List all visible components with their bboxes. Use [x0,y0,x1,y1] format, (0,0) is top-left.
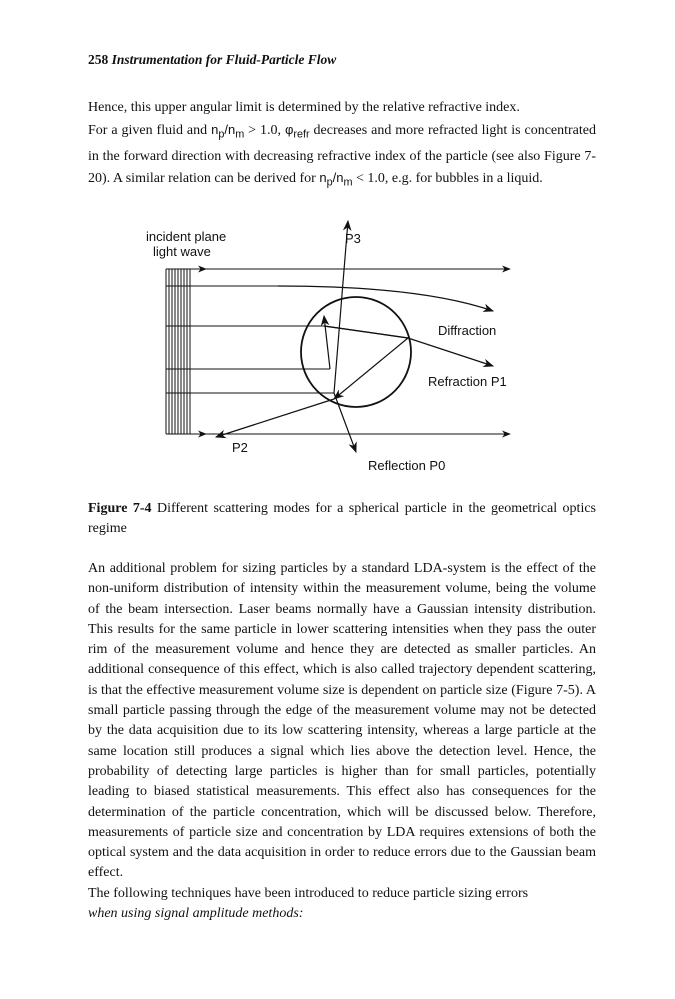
math-slash: / [224,121,228,137]
math-nm: n [336,170,344,186]
label-p2: P2 [232,440,248,455]
math-np-sub: p [218,128,225,141]
paragraph-closing: when using signal amplitude methods: [88,906,304,922]
paragraph-following: The following techniques have been introduced to reduce particle sizing errors [88,885,529,901]
text-fragment: decreases and more refracted light is concentrated in the forward direction with decreasing refractive index of the particle (see also Figure 7-20). A similar relation can be derived for [88,122,597,187]
math-nm-sub: m [343,176,353,189]
label-diffraction: Diffraction [438,323,497,338]
math-phi-sub: refr [293,128,310,141]
text-fragment: For a given fluid and [88,122,212,138]
label-p3: P3 [345,231,361,246]
math-nm: n [227,121,236,137]
math-phi [284,121,310,141]
paragraph-line-1: Hence, this upper angular limit is determined by the relative refractive index. [88,100,520,115]
text-fragment: < 1.0, e.g. for bubbles in a liquid. [352,171,543,187]
math-np-sub: p [326,176,333,189]
internal-ray-1 [324,316,330,369]
running-header [88,52,336,68]
label-reflection: Reflection P0 [368,458,446,473]
text-fragment: > 1.0, [244,122,285,138]
diffraction-path [278,286,493,311]
running-title: Instrumentation for Fluid-Particle Flow [111,52,337,67]
math-np: n [211,121,219,137]
math-np: n [319,170,327,186]
label-refraction: Refraction P1 [428,374,507,389]
paragraph-line-2 [88,119,596,195]
incident-wave-lines [166,269,190,434]
particle-circle [301,297,411,407]
paragraph-body: An additional problem for sizing particles by a standard LDA-system is the effect of the non-uniform distribution of intensity within the measurement volume, being the volume of the beam intersection. Laser beams normally have a Gaussian intensity distribution. This results for the same particle in lower scattering intensities when they pass the outer rim of the measurement volume and hence they are detected as smaller particles. An additional consequence of this effect, which is also called trajectory dependent scattering, is that the effective measurement volume size is dependent on particle size (Figure 7-5). A small particle passing through the edge of the measurement volume may not be detected by the data acquisition due to its low scattering intensity, whereas a large particle at the same location still produces a signal which lies above the detection level. Hence, the probability of detecting large particles is higher than for small particles, potentially leading to biased statistical measurements. This effect also has consequences for the determination of the particle concentration, which will be discussed below. Therefore, measurements of particle size and concentration by LDA requires extensions of both the optical system and the data acquisition in order to reduce errors due to the Gaussian beam effect. [88,561,596,881]
reflection-path [334,393,356,452]
math-np-nm [211,121,245,141]
scattering-diagram [88,212,608,487]
p2-ray [216,399,334,437]
paragraph-refractive-index [88,97,596,194]
p3-ray [334,221,348,393]
math-slash: / [332,170,337,186]
caption-label: Figure 7-4 [88,501,152,516]
math-phi-symbol: φ [284,121,294,137]
label-incident-plane: incident plane [146,229,227,244]
figure-caption [88,499,596,539]
math-nm-sub: m [235,128,245,141]
caption-text: Different scattering modes for a spherical particle in the geometrical optics regime [88,501,596,536]
paragraph-lda-sizing [88,559,596,924]
figure-scattering-modes [88,212,608,487]
label-light-wave: light wave [153,244,211,259]
page-number: 258 [88,52,109,67]
internal-ray-2 [324,326,408,338]
math-np-nm-2 [319,170,353,189]
